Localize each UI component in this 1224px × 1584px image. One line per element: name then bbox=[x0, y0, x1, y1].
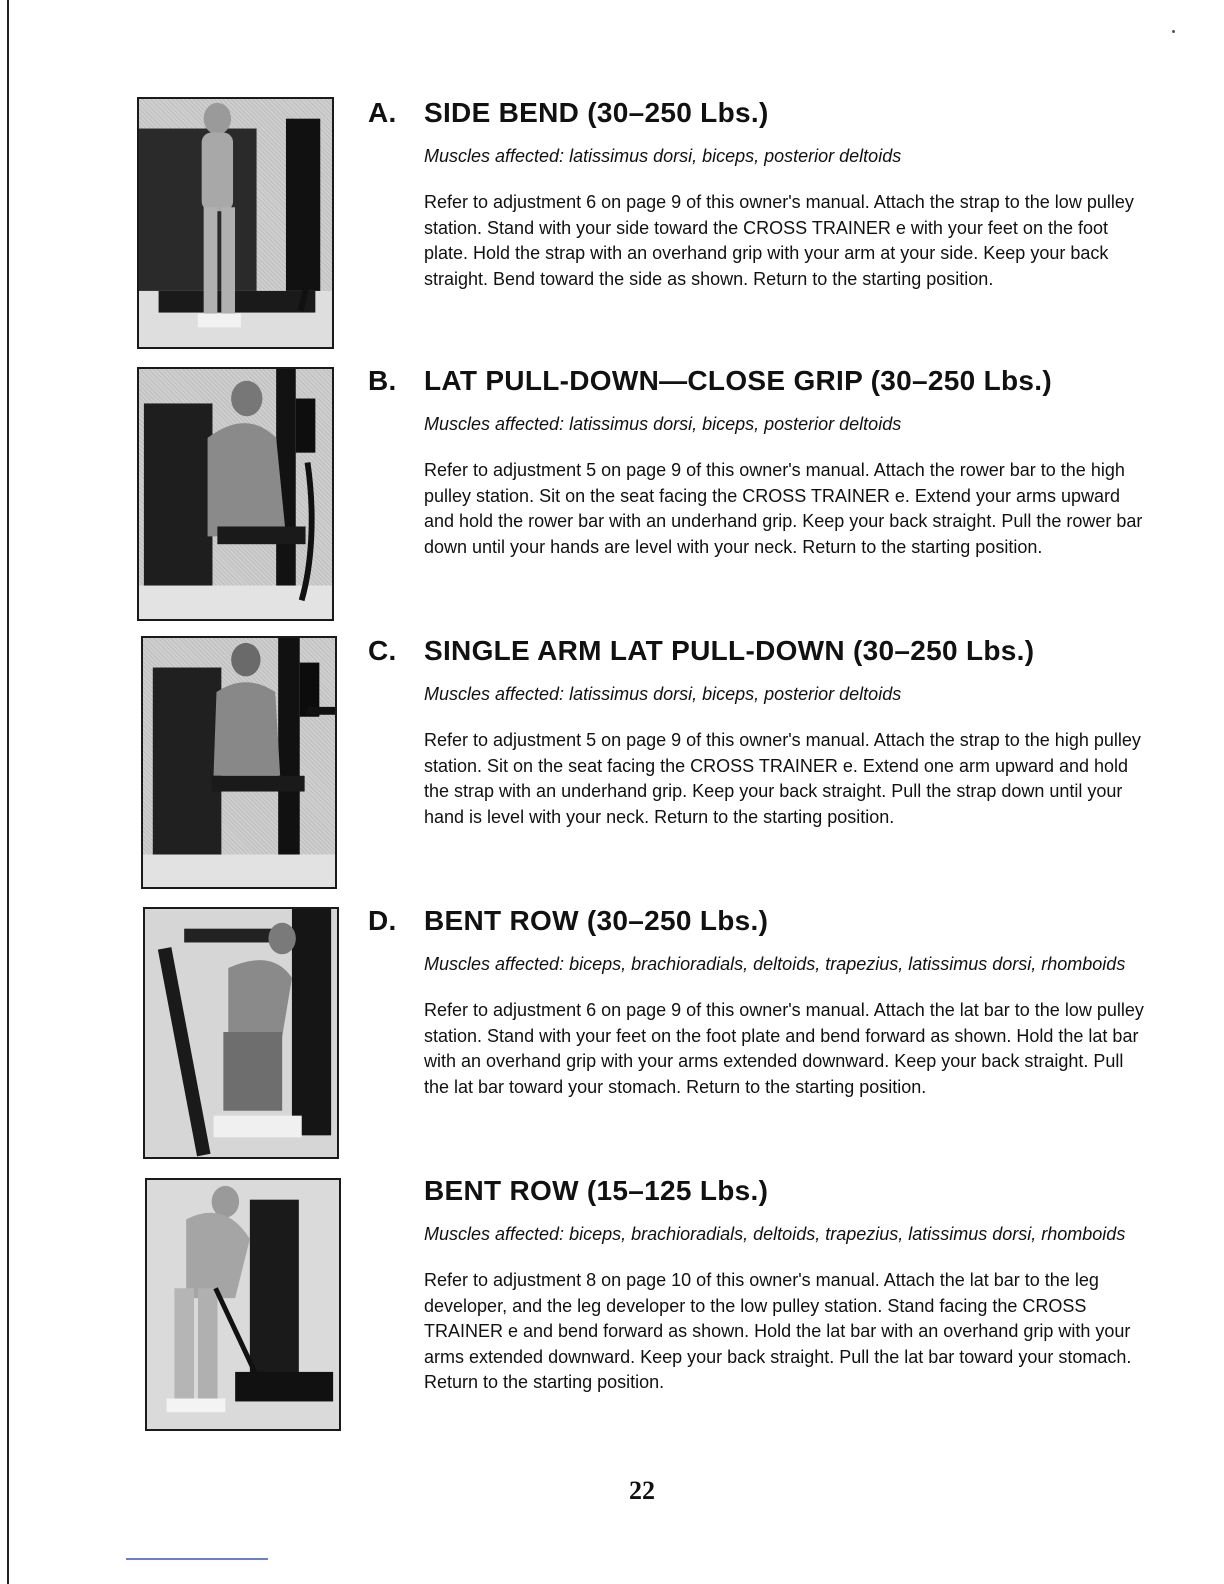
exercise-description: Refer to adjustment 6 on page 9 of this owner's manual. Attach the strap to the low pulley station. Stand with your side toward the CROSS TRAINER e with your feet on the foot plate. Hold the strap with an overhand grip with your arm at your side. Keep your back straight. Bend toward the side as shown. Return to the starting position. bbox=[424, 192, 1134, 289]
exercise-letter: D. bbox=[368, 905, 397, 936]
exercise-single-arm-lat-pull-down bbox=[368, 634, 1148, 830]
exercise-heading bbox=[368, 364, 1148, 398]
exercise-lat-pull-down-close-grip bbox=[368, 364, 1148, 560]
exercise-description: Refer to adjustment 8 on page 10 of this owner's manual. Attach the lat bar to the leg developer, and the leg developer to the low pulley station. Stand facing the CROSS TRAINER e and bend forward as shown. Hold the lat bar with an overhand grip with your arms extended downward. Keep your back straight. Pull the lat bar toward your stomach. Return to the starting position. bbox=[424, 1270, 1132, 1392]
exercise-bent-row-30-250 bbox=[368, 904, 1148, 1100]
exercise-description: Refer to adjustment 5 on page 9 of this owner's manual. Attach the rower bar to the high pulley station. Sit on the seat facing the CROSS TRAINER e. Extend your arms upward and hold the rower bar with an underhand grip. Keep your back straight. Pull the rower bar down until your hands are level with your neck. Return to the starting position. bbox=[424, 460, 1143, 557]
exercise-letter: A. bbox=[368, 97, 397, 128]
muscles-affected: Muscles affected: latissimus dorsi, biceps, posterior deltoids bbox=[424, 684, 902, 704]
exercise-side-bend bbox=[368, 96, 1148, 292]
photo-bent-row-high bbox=[143, 907, 339, 1159]
photo-bent-row-low bbox=[145, 1178, 341, 1431]
exercise-letter: B. bbox=[368, 365, 397, 396]
exercise-title: BENT ROW (30–250 Lbs.) bbox=[424, 905, 769, 936]
exercise-heading bbox=[368, 96, 1148, 130]
exercise-title: BENT ROW (15–125 Lbs.) bbox=[424, 1175, 769, 1206]
muscles-affected: Muscles affected: latissimus dorsi, biceps, posterior deltoids bbox=[424, 414, 902, 434]
exercise-description: Refer to adjustment 6 on page 9 of this owner's manual. Attach the lat bar to the low pulley station. Stand with your feet on the foot plate and bend forward as shown. Hold the lat bar with an overhand grip with your arms extended downward. Keep your back straight. Pull the lat bar toward your stomach. Return to the starting position. bbox=[424, 1000, 1144, 1097]
scan-speck bbox=[1172, 30, 1175, 33]
photo-lat-pull-down-close-grip bbox=[137, 367, 334, 621]
bottom-rule bbox=[126, 1558, 268, 1560]
exercise-letter: C. bbox=[368, 635, 397, 666]
exercise-title: SINGLE ARM LAT PULL-DOWN (30–250 Lbs.) bbox=[424, 635, 1035, 666]
muscles-affected: Muscles affected: latissimus dorsi, biceps, posterior deltoids bbox=[424, 146, 902, 166]
exercise-heading bbox=[368, 1174, 1148, 1208]
left-margin-rule bbox=[7, 0, 9, 1584]
exercise-heading bbox=[368, 904, 1148, 938]
exercise-heading bbox=[368, 634, 1148, 668]
exercise-title: SIDE BEND (30–250 Lbs.) bbox=[424, 97, 769, 128]
page-number: 22 bbox=[629, 1476, 655, 1505]
muscles-affected: Muscles affected: biceps, brachioradials, deltoids, trapezius, latissimus dorsi, rhomboids bbox=[424, 1224, 1126, 1244]
exercise-bent-row-15-125 bbox=[368, 1174, 1148, 1396]
exercise-title: LAT PULL-DOWN—CLOSE GRIP (30–250 Lbs.) bbox=[424, 365, 1052, 396]
photo-single-arm-lat-pull-down bbox=[141, 636, 337, 889]
muscles-affected: Muscles affected: biceps, brachioradials, deltoids, trapezius, latissimus dorsi, rhomboids bbox=[424, 954, 1126, 974]
exercise-description: Refer to adjustment 5 on page 9 of this owner's manual. Attach the strap to the high pulley station. Sit on the seat facing the CROSS TRAINER e. Extend one arm upward and hold the strap with an underhand grip. Keep your back straight. Pull the strap down until your hand is level with your neck. Return to the starting position. bbox=[424, 730, 1141, 827]
photo-side-bend bbox=[137, 97, 334, 349]
